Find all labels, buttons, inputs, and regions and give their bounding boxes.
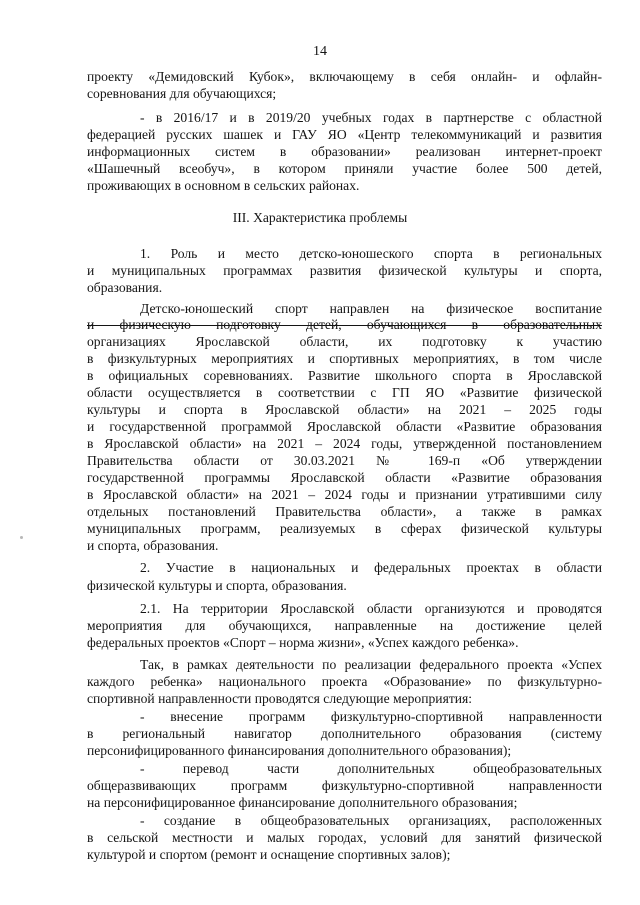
text-line: - перевод части дополнительных общеобразовательных: [140, 761, 602, 776]
text-line: в сельской местности и малых городах, условий для занятий физической: [87, 830, 602, 845]
text-line: в региональный навигатор дополнительного образования (систему: [87, 726, 602, 741]
text-line: образования.: [87, 280, 163, 295]
text-line: на персонифицированное финансирование дополнительного образования;: [87, 795, 518, 810]
text-line: организациях Ярославской области, их подготовку к участию: [87, 334, 602, 349]
text-line: общеразвивающих программ физкультурно-спортивной направленности: [87, 778, 602, 793]
text-line: в официальных соревнованиях. Развитие школьного спорта в Ярославской: [87, 368, 602, 383]
text-line: 2.1. На территории Ярославской области организуются и проводятся: [140, 601, 602, 616]
text-line: проекту «Демидовский Кубок», включающему в себя онлайн- и офлайн-: [87, 69, 602, 84]
text-line: физической культуры и спорта, образования.: [87, 578, 347, 593]
text-line: культурой и спортом (ремонт и оснащение спортивных залов);: [87, 847, 451, 862]
text-line: 2. Участие в национальных и федеральных проектах в области: [140, 560, 602, 575]
text-line: культуры и спорта в Ярославской области» на 2021 – 2025 годы: [87, 402, 602, 417]
text-line: и спорта, образования.: [87, 538, 219, 553]
text-line: Правительства области от 30.03.2021 № 169-п «Об утверждении: [87, 453, 602, 468]
text-line: - внесение программ физкультурно-спортивной направленности: [140, 709, 602, 724]
text-line: в физкультурных мероприятиях и спортивных мероприятиях, в том числе: [87, 351, 602, 366]
text-line: муниципальных программ, реализуемых в сферах физической культуры: [87, 521, 602, 536]
text-line: мероприятия для обучающихся, направленные на достижение целей: [87, 618, 602, 633]
text-line: и физическую подготовку детей, обучающихся в образовательных: [87, 317, 602, 332]
text-line: персонифицированного финансирования дополнительного образования);: [87, 743, 512, 758]
text-line: федерацией русских шашек и ГАУ ЯО «Центр телекоммуникаций и развития: [87, 127, 602, 142]
text-line: - создание в общеобразовательных организациях, расположенных: [140, 813, 602, 828]
text-line: и государственной программой Ярославской области «Развитие образования: [87, 419, 602, 434]
text-line: государственной программы Ярославской области «Развитие образования: [87, 470, 602, 485]
text-line: - в 2016/17 и в 2019/20 учебных годах в партнерстве с областной: [140, 110, 602, 125]
text-line: каждого ребенка» национального проекта «Образование» по физкультурно-: [87, 674, 602, 689]
page-number: 14: [313, 44, 327, 59]
text-line: 1. Роль и место детско-юношеского спорта в региональных: [140, 246, 602, 261]
text-line: в Ярославской области» на 2021 – 2024 годы и признании утратившими силу: [87, 487, 602, 502]
text-line: федеральных проектов «Спорт – норма жизни», «Успех каждого ребенка».: [87, 635, 519, 650]
text-line: спортивной направленности проводятся следующие мероприятия:: [87, 691, 473, 706]
text-line: проживающих в основном в сельских районах.: [87, 178, 360, 193]
text-line: «Шашечный всеобуч», в котором приняли участие более 500 детей,: [87, 161, 602, 176]
text-line: информационных систем в образовании» реализован интернет-проект: [87, 144, 602, 159]
text-line: Детско-юношеский спорт направлен на физическое воспитание: [140, 301, 602, 316]
text-line: соревнования для обучающихся;: [87, 86, 277, 101]
scan-speck: [20, 536, 23, 539]
text-line: в Ярославской области» на 2021 – 2024 годы, утвержденной постановлением: [87, 436, 602, 451]
text-line: и муниципальных программах развития физической культуры и спорта,: [87, 263, 602, 278]
section-heading: III. Характеристика проблемы: [232, 210, 408, 225]
text-line: области осуществляется в соответствии с ГП ЯО «Развитие физической: [87, 385, 602, 400]
text-line: отдельных постановлений Правительства области», а также в рамках: [87, 504, 602, 519]
text-line: Так, в рамках деятельности по реализации федерального проекта «Успех: [140, 657, 602, 672]
